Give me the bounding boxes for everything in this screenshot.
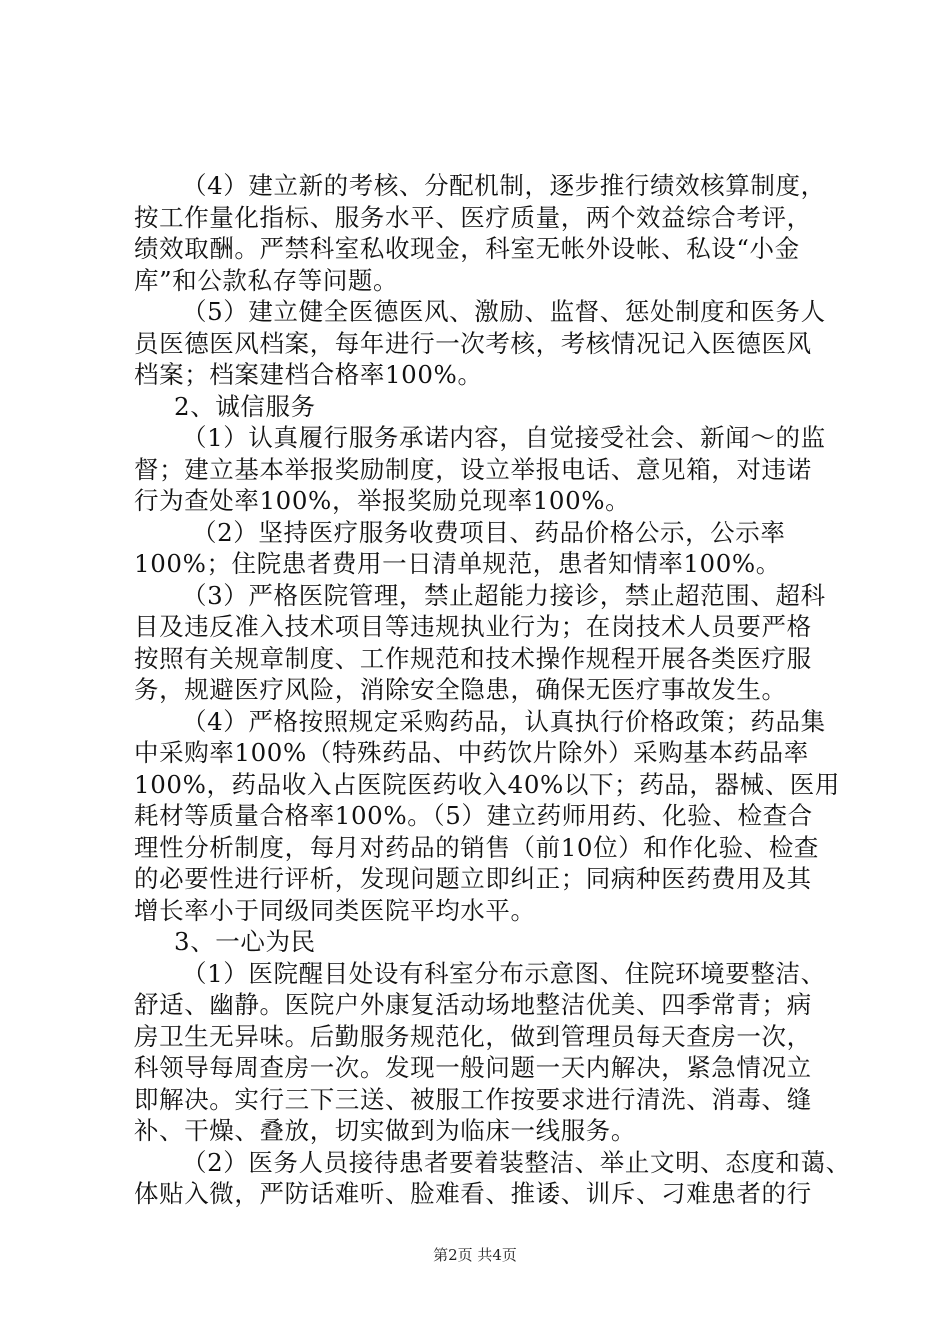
document-body <box>134 170 851 1210</box>
text-line: 绩效取酬。严禁科室私收现金，科室无帐外设帐、私设“小金 <box>134 234 800 263</box>
text-line: 补、干燥、叠放，切实做到为临床一线服务。 <box>134 1116 636 1145</box>
text-line: （2）医务人员接待患者要着装整洁、举止文明、态度和蔼、 <box>182 1147 851 1177</box>
text-line: 2、诚信服务 <box>174 391 316 421</box>
text-line: 按照有关规章制度、工作规范和技术操作规程开展各类医疗服 <box>134 643 812 673</box>
text-line: 档案；档案建档合格率100%。 <box>134 360 483 389</box>
text-line: 增长率小于同级同类医院平均水平。 <box>134 895 536 925</box>
text-line: 科领导每周查房一次。发现一般问题一天内解决，紧急情况立 <box>134 1053 812 1082</box>
paragraph <box>134 958 834 1147</box>
text-line: （5）建立健全医德医风、激励、监督、惩处制度和医务人 <box>182 297 826 326</box>
text-line: （4）建立新的考核、分配机制，逐步推行绩效核算制度， <box>182 171 826 200</box>
text-line: 行为查处率100%，举报奖励兑现率100%。 <box>134 486 631 515</box>
text-line: （1）医院醒目处设有科室分布示意图、住院环境要整洁、 <box>182 958 826 988</box>
text-line: 理性分析制度，每月对药品的销售（前10位）和作化验、检查 <box>134 832 819 862</box>
text-line: 中采购率100%（特殊药品、中药饮片除外）采购基本药品率 <box>134 738 809 767</box>
text-line: （4）严格按照规定采购药品，认真执行价格政策；药品集 <box>182 706 826 736</box>
text-line: （3）严格医院管理，禁止超能力接诊，禁止超范围、超科 <box>182 580 826 610</box>
paragraph <box>134 706 840 927</box>
paragraph <box>134 580 834 706</box>
text-line: 目及违反准入技术项目等违规执业行为；在岗技术人员要严格 <box>134 612 812 641</box>
paragraph <box>134 422 834 517</box>
text-line: 3、一心为民 <box>174 927 316 956</box>
text-line: 即解决。实行三下三送、被服工作按要求进行清洗、消毒、缝 <box>134 1084 812 1114</box>
text-line: 务，规避医疗风险，消除安全隐患，确保无医疗事故发生。 <box>134 675 787 704</box>
paragraph <box>134 296 834 391</box>
text-line: 库”和公款私存等问题。 <box>134 265 399 295</box>
text-line: 按工作量化指标、服务水平、医疗质量，两个效益综合考评， <box>134 202 812 232</box>
text-line: （2）坚持医疗服务收费项目、药品价格公示，公示率 <box>192 517 786 547</box>
text-line: 耗材等质量合格率100%。（5）建立药师用药、化验、检查合 <box>134 801 813 830</box>
text-line: 的必要性进行评析，发现问题立即纠正；同病种医药费用及其 <box>134 864 812 893</box>
paragraph <box>134 926 834 958</box>
paragraph <box>134 517 834 580</box>
text-line: 100%；住院患者费用一日清单规范，患者知情率100%。 <box>134 549 781 578</box>
text-line: （1）认真履行服务承诺内容，自觉接受社会、新闻～的监 <box>182 423 826 452</box>
page-footer: 第2页 共4页 <box>433 1246 517 1264</box>
text-line: 员医德医风档案，每年进行一次考核，考核情况记入医德医风 <box>134 328 812 358</box>
paragraph <box>134 1147 851 1210</box>
text-line: 体贴入微，严防话难听、脸难看、推诿、训斥、刁难患者的行 <box>134 1179 812 1208</box>
text-line: 100%，药品收入占医院医药收入40%以下；药品，器械、医用 <box>134 769 840 799</box>
paragraph <box>134 391 834 423</box>
paragraph <box>134 170 834 296</box>
text-line: 舒适、幽静。医院户外康复活动场地整洁优美、四季常青；病 <box>134 990 812 1019</box>
text-line: 督；建立基本举报奖励制度，设立举报电话、意见箱，对违诺 <box>134 454 812 484</box>
text-line: 房卫生无异味。后勤服务规范化，做到管理员每天查房一次， <box>134 1021 812 1051</box>
